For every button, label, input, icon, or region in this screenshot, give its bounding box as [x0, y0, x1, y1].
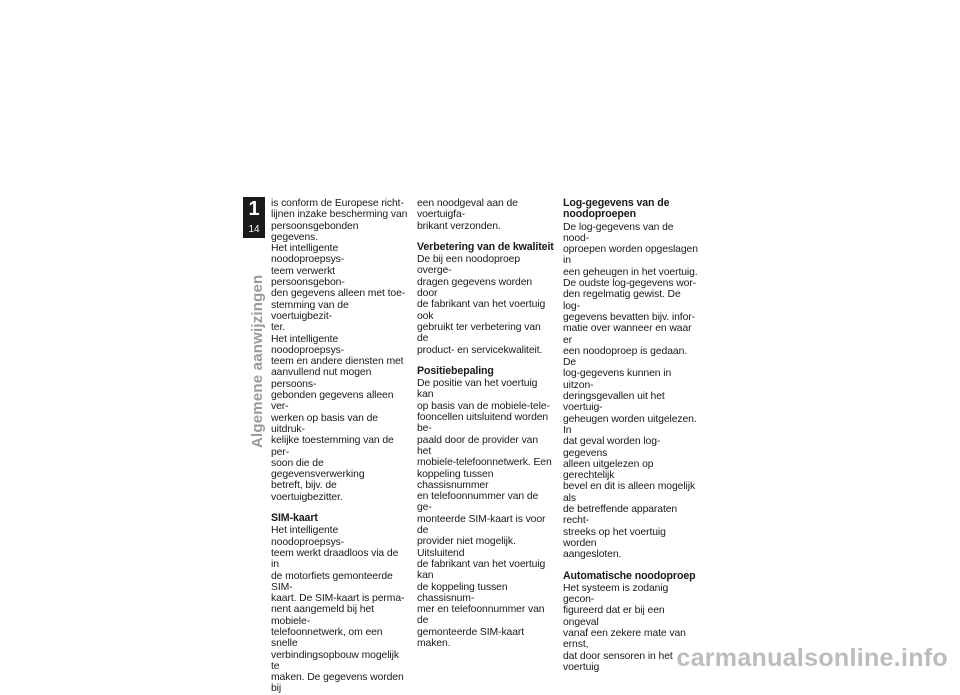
- paragraph-continuation: een noodgeval aan de voertuigfa- brikant verzonden.: [417, 198, 518, 232]
- text-column-3: [563, 198, 700, 673]
- chapter-number: 1: [248, 198, 260, 220]
- page-number: 14: [248, 224, 260, 235]
- paragraph-sim-card: Het intelligente noodoproepsys- teem werkt draadloos via de in de motorfiets gemonteerde SIM- kaart. De SIM-kaart is perma- nent aangemeld bij het mobiele- telefoonnetwerk, om een snelle verbindingsopbouw mogelijk te maken. De gegevens worden bij: [271, 525, 405, 695]
- paragraph-log-data: De log-gegevens van de nood- oproepen worden opgeslagen in een geheugen in het voertuig. De oudste log-gegevens wor- den regelmatig gewist. De log- gegevens bevatten bijv. infor- matie over wanneer en waar er een noodoproep is gedaan. De log-gegevens kunnen in uitzon- deringsgevallen uit het voertuig- geheugen worden uitgelezen. In dat geval worden log-gegevens alleen uitgelezen op gerechtelijk bevel en dit is alleen mogelijk als de betreffende apparaten recht- streeks op het voertuig worden aangesloten.: [563, 221, 698, 561]
- paragraph-quality: De bij een noodoproep overge- dragen gegevens worden door de fabrikant van het voertuig ook gebruikt ter verbetering van de product- en servicekwaliteit.: [417, 254, 546, 356]
- heading-positioning: Positiebepaling: [417, 364, 494, 377]
- paragraph-automatic-call: Het systeem is zodanig gecon- figureerd dat er bij een ongeval vanaf een zekere mate van ernst, dat door sensoren in het voertuig: [563, 582, 686, 673]
- text-column-1: [271, 198, 408, 695]
- paragraph-privacy: is conform de Europese richt- lijnen inzake bescherming van persoonsgebonden gegevens. Het intelligente noodoproepsys- teem verwerkt persoonsgebon- den gegevens alleen met toe- stemming van de voertuigbezit- ter. Het intelligente noodoproepsys- teem en andere diensten met aanvullend nut mogen persoons- gebonden gegevens alleen ver- werken op basis van de uitdruk- kelijke toestemming van de per- soon die de gegevensverwerking betreft, bijv. de voertuigbezitter.: [271, 198, 408, 503]
- heading-quality: Verbetering van de kwaliteit: [417, 240, 554, 253]
- text-column-2: [417, 198, 554, 649]
- heading-sim-card: SIM-kaart: [271, 512, 318, 525]
- heading-automatic-call: Automatische noodoproep: [563, 569, 696, 582]
- chapter-title: Algemene aanwijzingen: [249, 274, 266, 448]
- watermark: carmanualsonline.info: [676, 644, 948, 672]
- heading-log-data: Log-gegevens van de noodoproepen: [563, 197, 670, 221]
- paragraph-positioning: De positie van het voertuig kan op basis van de mobiele-tele- fooncellen uitsluitend worden be- paald door de provider van het mobiele-telefoonnetwerk. Een koppeling tussen chassisnummer en telefoonnummer van de ge- monteerde SIM-kaart is voor de provider niet mogelijk. Uitsluitend de fabrikant van het voertuig kan de koppeling tussen chassisnum- mer en telefoonnummer van de gemonteerde SIM-kaart maken.: [417, 378, 552, 649]
